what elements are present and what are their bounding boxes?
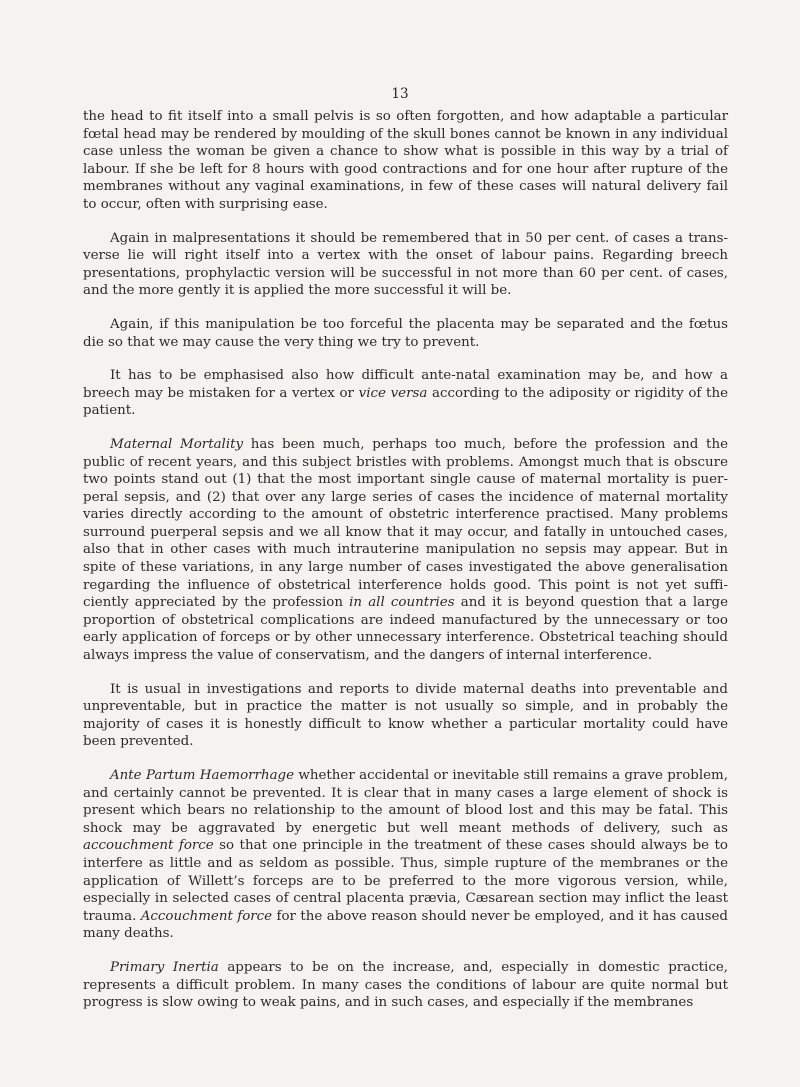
text-run: and it is beyond question that a large proportion of obstetrical complications are indeed manufactured by the unnecessary or too early application of forceps or by other unnecessary interference. Obstetrical teaching should always impress the value of conservatism, and the dangers of internal interference.	[83, 595, 728, 664]
paragraph	[83, 767, 728, 943]
italic-term: Primary Inertia	[110, 959, 219, 975]
paragraph	[83, 959, 728, 1012]
italic-term: Maternal Mortality	[110, 436, 244, 452]
italic-term: Accouchment force	[140, 908, 273, 924]
paragraph	[83, 316, 728, 351]
page-number: 13	[391, 86, 409, 102]
text-run: It is usual in investigations and reports to divide maternal deaths into preventable and unpreventable, but in practice the matter is not usually so simple, and in probably the majority of cases it is honestly difficult to know whether a particular mortality could have been prevented.	[83, 681, 728, 750]
paragraph	[83, 108, 728, 214]
text-run: for the above reason should never be employed, and it has caused many deaths.	[83, 908, 728, 942]
italic-term: vice versa	[358, 385, 428, 401]
paragraph	[83, 367, 728, 420]
text-run: appears to be on the increase, and, especially in domestic practice, represents a difficult problem. In many cases the conditions of labour are quite normal but progress is slow owing to weak pains, and in such cases, and especially if the membranes	[83, 959, 729, 1011]
text-run: Again in malpresentations it should be remembered that in 50 per cent. of cases a trans-verse lie will right itself into a vertex with the onset of labour pains. Regarding breech presentations, prophylactic version will be successful in not more than 60 per cent. of cases, and the more gently it is applied the more successful it will be.	[83, 230, 728, 299]
italic-term: accouchment force	[83, 838, 214, 854]
italic-term: in all countries	[349, 595, 455, 611]
paragraph	[83, 230, 728, 300]
text-run: the head to fit itself into a small pelvis is so often forgotten, and how adaptable a particular fœtal head may be rendered by moulding of the skull bones cannot be known in any individual case unless the woman be given a chance to show what is possible in this way by a trial of labour. If she be left for 8 hours with good contractions and for one hour after rupture of the membranes without any vaginal examinations, in few of these cases will natural delivery fail to occur, often with surprising ease.	[83, 109, 728, 212]
text-run: It has to be emphasised also how difficult ante-natal examination may be, and how a breech may be mistaken for a vertex or	[83, 368, 728, 401]
text-run: whether accidental or inevitable still remains a grave problem, and certainly cannot be prevented. It is clear that in many cases a large element of shock is present which bears no relationship to the amount of blood lost and this may be fatal. This shock may be aggravated by energetic but well meant methods of delivery, such as	[83, 768, 728, 836]
paragraph	[83, 436, 728, 665]
text-run: according to the adiposity or rigidity of the patient.	[83, 385, 728, 419]
italic-term: Ante Partum Haemorrhage	[110, 768, 295, 783]
text-run: Again, if this manipulation be too forceful the placenta may be separated and the fœtus die so that we may cause the very thing we try to prevent.	[83, 316, 728, 350]
body-text	[83, 108, 728, 1012]
text-run: has been much, perhaps too much, before the profession and the public of recent years, and this subject bristles with problems. Amongst much that is obscure two points stand out (1) that the most important single cause of maternal mortality is puer-peral sepsis, and (2) that over any large series of cases the incidence of maternal mortality varies directly according to the amount of obstetric interference practised. Many problems surround puerperal sepsis and we all know that it may occur, and fatally in untouched cases, also that in other cases with much intrauterine manipulation no sepsis may appear. But in spite of these variations, in any large number of cases investigated the above generalisation regarding the influence of obstetrical interference holds good. This point is not yet suffi-ciently appreciated by the profession	[83, 436, 728, 611]
paragraph	[83, 681, 728, 751]
text-run: so that one principle in the treatment of these cases should always be to interfere as little and as seldom as possible. Thus, simple rupture of the membranes or the application of Willett’s forceps are to be preferred to the more vigorous version, while, especially in selected cases of central placenta prævia, Cæsarean section may inflict the least trauma.	[83, 838, 728, 924]
